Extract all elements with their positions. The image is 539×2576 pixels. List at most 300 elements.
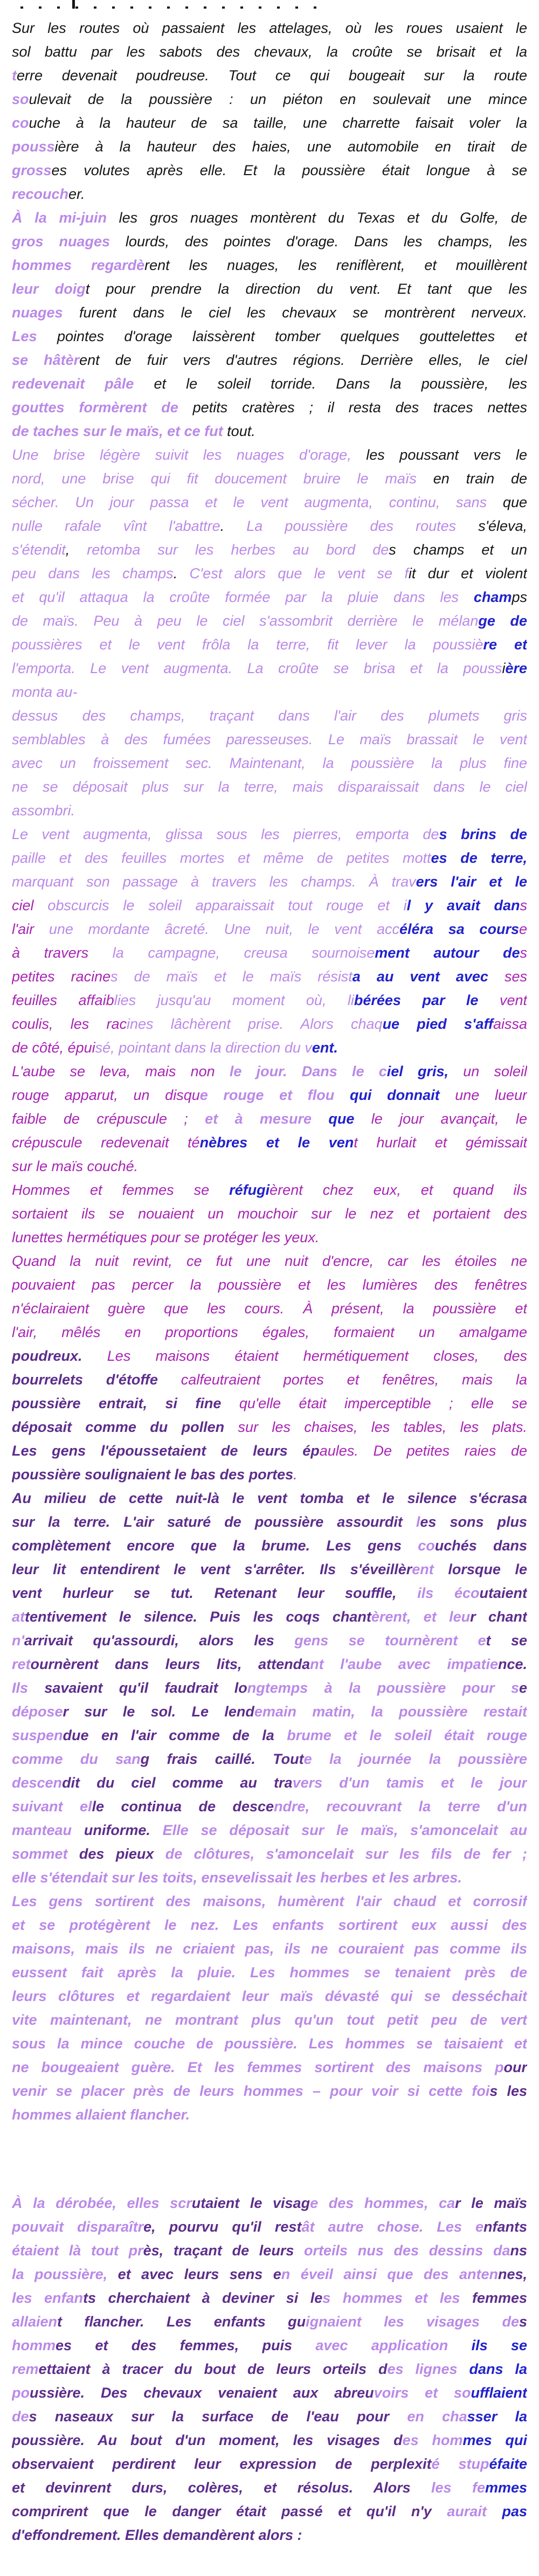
text-segment: . bbox=[173, 565, 190, 581]
text-segment: pouvaient pas percer la poussière et les lumières des fenêtres bbox=[12, 1277, 527, 1293]
text-segment: vent bbox=[478, 992, 527, 1008]
text-segment: lourds, des pointes d'orage. Dans les champs, les bbox=[109, 233, 527, 250]
text-segment: nuages bbox=[12, 304, 63, 321]
text-line bbox=[12, 324, 527, 348]
text-segment: èrent, et leu bbox=[371, 1609, 471, 1625]
text-segment: venir se placer près de leurs hommes – pour voir si cette foi bbox=[12, 2083, 490, 2099]
text-segment: arrivait qu'assourdi, alors les bbox=[24, 1632, 295, 1649]
text-line bbox=[12, 1581, 527, 1605]
text-line bbox=[12, 2239, 527, 2262]
text-segment: Les gens l'époussetaient de leurs ép bbox=[12, 1443, 320, 1459]
text-segment: ulevait de la poussière : un piéton en soulevait une mince bbox=[29, 91, 527, 107]
text-segment: avec application bbox=[315, 2337, 472, 2353]
text-segment: e, pourvu qu'il rest bbox=[143, 2219, 302, 2235]
text-line bbox=[12, 490, 527, 514]
text-segment: Une brise légère suivit les nuages d'orage, bbox=[12, 447, 351, 463]
text-segment: r le maïs bbox=[455, 2195, 527, 2211]
text-segment: lorsque le bbox=[433, 1561, 527, 1577]
text-segment: er. bbox=[68, 186, 85, 202]
text-segment: peu dans les champs bbox=[12, 565, 174, 581]
text-segment: sé, pointant dans la direction du v bbox=[95, 1040, 312, 1056]
text-line bbox=[12, 1178, 527, 1202]
text-segment: es hom bbox=[402, 2432, 463, 2448]
text-segment: avec un froissement sec. Maintenant, la poussière la plus fine bbox=[12, 755, 527, 771]
text-segment: s hommes et les bbox=[322, 2290, 472, 2306]
text-segment: ines lâchèrent prise. Alors chaq bbox=[127, 1016, 383, 1032]
text-segment: hommes regardè bbox=[12, 257, 145, 273]
text-segment: l'air, mêlés en proportions égales, formaient un amalgame bbox=[12, 1324, 527, 1340]
text-segment: erre devenait poudreuse. Tout ce qui bougeait sur la route bbox=[17, 67, 527, 84]
text-segment: manteau bbox=[12, 1822, 84, 1838]
text-segment: mmes bbox=[485, 2480, 527, 2496]
text-segment: descen bbox=[12, 1775, 63, 1791]
text-segment: iel gris, bbox=[386, 1063, 449, 1079]
text-segment: vite maintenant, ne montrant plus qu'un tout petit peu de vert bbox=[12, 2012, 527, 2028]
text-segment: . bbox=[220, 518, 247, 534]
text-segment: ils éco bbox=[417, 1585, 480, 1601]
text-line bbox=[12, 2333, 527, 2357]
text-line bbox=[12, 1225, 527, 1249]
text-segment: es sons plus bbox=[420, 1514, 527, 1530]
text-segment: èrent chez eux, et quand ils bbox=[270, 1182, 527, 1198]
text-line bbox=[12, 562, 527, 585]
text-segment: bérées par le bbox=[354, 992, 479, 1008]
text-line bbox=[12, 206, 527, 230]
text-segment: et devinrent durs, colères, et résolus. Alors bbox=[12, 2480, 432, 2496]
text-line bbox=[12, 1463, 527, 1486]
text-segment: allaien bbox=[12, 2314, 58, 2330]
text-segment: furent dans le ciel les chevaux se montrèrent nerveux. bbox=[63, 304, 527, 321]
text-segment: so bbox=[12, 91, 29, 107]
text-segment: s'étendit bbox=[12, 542, 66, 558]
text-line bbox=[12, 158, 527, 182]
text-line bbox=[12, 1818, 527, 1842]
text-line bbox=[12, 1510, 527, 1534]
text-line bbox=[12, 2032, 527, 2055]
text-segment: leurs clôtures et regardaient leur maïs dévasté qui se desséchait bbox=[12, 1988, 527, 2004]
text-line bbox=[12, 633, 527, 656]
text-segment: paille et des feuilles mortes et même de petites mott bbox=[12, 850, 431, 866]
text-segment: en cha bbox=[407, 2408, 467, 2425]
text-segment: es et des femmes, puis bbox=[56, 2337, 316, 2353]
text-line bbox=[12, 1652, 527, 1676]
text-line bbox=[12, 1036, 527, 1060]
text-segment: eussent fait après la pluie. Les hommes se tenaient près de bbox=[12, 1964, 527, 1981]
text-segment: et avec leurs sens e bbox=[118, 2266, 281, 2282]
text-segment: t se bbox=[486, 1632, 527, 1649]
text-segment: n' bbox=[12, 1632, 24, 1649]
text-line bbox=[12, 2310, 527, 2333]
text-segment: s naseaux sur la surface de l'eau pour bbox=[29, 2408, 407, 2425]
text-line bbox=[12, 585, 527, 609]
text-segment: sur les chaises, les tables, les plats. bbox=[224, 1419, 527, 1435]
text-segment: une mordante âcreté. Une nuit, le vent acc bbox=[34, 921, 399, 937]
text-segment: lies jusqu'au moment où, li bbox=[114, 992, 354, 1008]
text-segment: re et bbox=[483, 636, 527, 653]
text-line bbox=[12, 1866, 527, 1889]
text-segment: es de terre, bbox=[431, 850, 527, 866]
text-segment: orteils nus des dessins da bbox=[304, 2242, 510, 2259]
text-segment: t bbox=[12, 67, 17, 84]
text-segment: ps bbox=[512, 589, 527, 605]
text-segment: sécher. Un jour passa et le vent augmenta, continu, sans bbox=[12, 494, 487, 510]
text-segment: i bbox=[502, 660, 506, 676]
text-segment: nce. bbox=[497, 1656, 527, 1672]
text-segment: et qu'il attaqua la croûte formée par la pluie dans les bbox=[12, 589, 474, 605]
text-segment: des pieux bbox=[79, 1846, 154, 1862]
text-segment: un soleil bbox=[448, 1063, 527, 1079]
text-segment: poudreux. bbox=[12, 1348, 82, 1364]
text-segment: l'air bbox=[12, 921, 34, 937]
text-segment: rouge apparut, un disqu bbox=[12, 1087, 200, 1103]
text-segment: gross bbox=[12, 162, 52, 178]
text-segment: le continua de desce bbox=[92, 1798, 274, 1815]
text-segment: elle s'étendait sur les toits, ensevelissait les herbes et les arbres. bbox=[12, 1869, 462, 1886]
text-segment: cham bbox=[473, 589, 512, 605]
text-segment: mes qui bbox=[462, 2432, 527, 2448]
text-segment: femmes bbox=[472, 2290, 527, 2306]
text-segment: homm bbox=[12, 2337, 56, 2353]
text-segment: À la mi-juin bbox=[12, 210, 107, 226]
text-segment: observaient perdirent leur expression de perplexit bbox=[12, 2456, 432, 2472]
text-segment: co bbox=[12, 115, 29, 131]
text-segment: uniforme. bbox=[84, 1822, 150, 1838]
text-segment: maisons, mais ils ne criaient pas, ils ne couraient pas comme ils bbox=[12, 1941, 527, 1957]
text-line bbox=[12, 2357, 527, 2381]
text-segment: a au vent avec bbox=[352, 968, 488, 985]
text-line bbox=[12, 443, 527, 467]
text-line bbox=[12, 514, 527, 538]
text-line bbox=[12, 230, 527, 253]
text-segment: s'éleva, bbox=[456, 518, 527, 534]
text-line bbox=[12, 1629, 527, 1652]
text-line bbox=[12, 1771, 527, 1795]
text-line bbox=[12, 988, 527, 1012]
text-segment: ès, traçant de leurs bbox=[143, 2242, 305, 2259]
text-segment: comprirent que le danger était passé et qu'il n'y bbox=[12, 2503, 447, 2519]
text-segment: ment autour de bbox=[375, 945, 520, 961]
text-segment: ses bbox=[488, 968, 527, 985]
text-line bbox=[12, 40, 527, 64]
text-line bbox=[12, 538, 527, 562]
text-segment: petits cratères ; il resta des traces nettes bbox=[178, 399, 527, 416]
text-segment: e bbox=[519, 921, 527, 937]
text-segment: Quand la nuit revint, ce fut une nuit d'encre, car les étoiles ne bbox=[12, 1253, 527, 1269]
text-segment: gros nuages bbox=[12, 233, 110, 250]
text-line bbox=[12, 1913, 527, 1937]
text-segment: les fe bbox=[431, 2480, 485, 2496]
text-segment: feuilles affaib bbox=[12, 992, 114, 1008]
text-line bbox=[12, 16, 527, 40]
text-segment: Elle se déposait sur le maïs, s'amoncelait au bbox=[150, 1822, 527, 1838]
text-segment: complètement encore que la brume. Les gens bbox=[12, 1538, 418, 1554]
text-segment: nord, une brise qui fit doucement bruire le maïs bbox=[12, 470, 417, 487]
text-segment: sous la mince couche de poussière. Les hommes se taisaient et bbox=[12, 2035, 527, 2052]
text-segment: réfugi bbox=[229, 1182, 270, 1198]
text-line bbox=[12, 253, 527, 277]
text-segment: tout. bbox=[223, 423, 255, 439]
text-segment: n éveil ainsi que des anten bbox=[281, 2266, 498, 2282]
text-segment: sortaient ils se nouaient un mouchoir sur le nez et portaient des bbox=[12, 1206, 527, 1222]
text-segment: é stup bbox=[431, 2456, 489, 2472]
text-segment: crépuscule redevenait té bbox=[12, 1134, 200, 1151]
text-line bbox=[12, 2191, 527, 2215]
text-segment: l'emporta. Le vent augmenta. La croûte se brisa et la pouss bbox=[12, 660, 502, 676]
text-line bbox=[12, 1273, 527, 1297]
text-segment: ret bbox=[12, 1656, 31, 1672]
text-line bbox=[12, 680, 527, 704]
text-segment: , bbox=[65, 542, 87, 558]
text-line bbox=[12, 1889, 527, 1913]
text-line bbox=[12, 1320, 527, 1344]
text-segment: et le soleil torride. Dans la poussière, les bbox=[134, 376, 527, 392]
text-segment: our bbox=[503, 2059, 527, 2075]
text-segment: marquant son passage à travers les champs. À trav bbox=[12, 874, 416, 890]
text-segment: dessus des champs, traçant dans l'air des plumets gris bbox=[12, 708, 527, 724]
text-line bbox=[12, 965, 527, 988]
text-segment: aissa bbox=[493, 1016, 527, 1032]
text-segment: dit du ciel comme au tra bbox=[62, 1775, 293, 1791]
text-line bbox=[12, 1795, 527, 1818]
text-segment: dans la bbox=[469, 2361, 527, 2377]
text-segment: brume et le soleil était rouge bbox=[287, 1727, 527, 1743]
text-line bbox=[12, 182, 527, 206]
text-line bbox=[12, 704, 527, 728]
text-segment: calfeutraient portes et fenêtres, mais la bbox=[157, 1372, 527, 1388]
text-segment: en train de bbox=[416, 470, 527, 487]
text-line bbox=[12, 609, 527, 633]
text-segment: ournèrent dans leurs lits, attenda bbox=[30, 1656, 310, 1672]
text-segment: e des hommes, ca bbox=[310, 2195, 455, 2211]
text-segment: due en l'air comme de la bbox=[63, 1727, 287, 1743]
text-segment: L'aube se leva, mais non bbox=[12, 1063, 230, 1079]
text-segment: qu'elle était imperceptible ; elle se bbox=[221, 1395, 527, 1411]
text-segment: et se protégèrent le nez. Les enfants sortirent eux aussi des bbox=[12, 1917, 527, 1933]
paragraph-gap bbox=[12, 2127, 527, 2191]
text-segment: les enfan bbox=[12, 2290, 84, 2306]
text-segment: bourrelets d'étoffe bbox=[12, 1372, 158, 1388]
text-segment: ât autre chose. Les e bbox=[301, 2219, 483, 2235]
text-segment: nes, bbox=[497, 2266, 527, 2282]
text-segment: utaient bbox=[479, 1585, 527, 1601]
text-segment: s bbox=[520, 945, 527, 961]
text-segment: es lignes bbox=[387, 2361, 469, 2377]
text-segment: s les bbox=[489, 2083, 527, 2099]
text-segment: e la journée la poussière bbox=[303, 1751, 527, 1767]
text-segment: à travers bbox=[12, 945, 89, 961]
text-segment: Sur les routes où passaient les attelages, où les roues usaient le bbox=[12, 20, 527, 36]
text-segment: de maïs. Peu à peu le ciel s'assombrit derrière le mélan bbox=[12, 613, 479, 629]
text-line bbox=[12, 1060, 527, 1083]
text-segment: poussière soulignaient le bas des portes bbox=[12, 1466, 294, 1483]
text-line bbox=[12, 372, 527, 396]
text-segment: vent hurleur se tut. Retenant leur souffle, bbox=[12, 1585, 418, 1601]
text-segment: sommet bbox=[12, 1846, 79, 1862]
text-line bbox=[12, 1202, 527, 1225]
text-line bbox=[12, 64, 527, 87]
text-line bbox=[12, 348, 527, 372]
text-line bbox=[12, 751, 527, 775]
text-segment: Ils bbox=[12, 1680, 45, 1696]
text-line bbox=[12, 1961, 527, 1984]
text-segment: ns bbox=[510, 2242, 527, 2259]
text-segment: ils se bbox=[471, 2337, 527, 2353]
text-segment: de taches sur le maïs, et ce fut bbox=[12, 423, 223, 439]
text-segment: ers l'air et le bbox=[416, 874, 527, 890]
text-segment: la campagne, creusa sournoise bbox=[88, 945, 375, 961]
text-segment: semblables à des fumées paresseuses. Le maïs brassait le vent bbox=[12, 731, 527, 747]
text-segment: ent bbox=[412, 1561, 434, 1577]
text-segment: ent de fuir vers d'autres régions. Derrière elles, le ciel bbox=[79, 352, 527, 368]
text-segment: t flancher. Les enfants gu bbox=[57, 2314, 306, 2330]
text-segment: le jour. Dans le c bbox=[229, 1063, 387, 1079]
text-segment: le jour avançait, le bbox=[354, 1111, 527, 1127]
text-line bbox=[12, 2476, 527, 2499]
text-segment: nèbres et le ven bbox=[199, 1134, 354, 1151]
text-line bbox=[12, 2103, 527, 2127]
text-segment: À la dérobée, elles scr bbox=[12, 2195, 192, 2211]
cropped-line-fragment bbox=[20, 2, 322, 9]
text-line bbox=[12, 419, 527, 443]
text-segment: suspen bbox=[12, 1727, 63, 1743]
text-segment: faible de crépuscule ; bbox=[12, 1111, 205, 1127]
text-segment: r sur le sol. Le lend bbox=[63, 1704, 254, 1720]
text-line bbox=[12, 1083, 527, 1107]
text-line bbox=[12, 728, 527, 751]
text-segment: n'éclairaient guère que les cours. À présent, la poussière et bbox=[12, 1300, 527, 1317]
text-segment: de côté, épui bbox=[12, 1040, 95, 1056]
text-segment: ussière. Des chevaux venaient aux abreu bbox=[30, 2385, 374, 2401]
text-line bbox=[12, 1131, 527, 1154]
text-segment: Les maisons étaient hermétiquement closes, des bbox=[82, 1348, 527, 1364]
text-line bbox=[12, 2523, 527, 2547]
text-line bbox=[12, 2055, 527, 2079]
text-segment: ts cherchaient à deviner si le bbox=[83, 2290, 323, 2306]
text-segment: nfants bbox=[483, 2219, 527, 2235]
text-segment: obscurcis le soleil apparaissait tout rouge et i bbox=[33, 897, 407, 913]
text-line bbox=[12, 2405, 527, 2428]
text-segment: sur le maïs couché. bbox=[12, 1158, 139, 1174]
text-segment: poussière. Au bout d'un moment, les visages d bbox=[12, 2432, 403, 2448]
text-line bbox=[12, 1012, 527, 1036]
text-line bbox=[12, 1676, 527, 1700]
text-line bbox=[12, 1439, 527, 1463]
text-segment: at bbox=[12, 1609, 25, 1625]
text-segment: la poussière, bbox=[12, 2266, 118, 2282]
text-segment: voirs et so bbox=[374, 2385, 471, 2401]
text-segment: nulle rafale vînt l'abattre bbox=[12, 518, 220, 534]
text-segment: pouss bbox=[12, 139, 55, 155]
text-line bbox=[12, 2286, 527, 2310]
text-segment: assombri. bbox=[12, 802, 75, 819]
text-segment: Les bbox=[12, 328, 37, 344]
text-segment: l bbox=[416, 1514, 420, 1530]
text-segment: ue pied s'aff bbox=[382, 1016, 493, 1032]
text-segment: dépose bbox=[12, 1704, 63, 1720]
text-segment: coulis, les rac bbox=[12, 1016, 127, 1032]
text-segment: retomba sur les herbes au bord de bbox=[87, 542, 389, 558]
text-segment: et à mesure bbox=[205, 1111, 329, 1127]
text-segment: tentivement le silence. Puis les coqs chant bbox=[25, 1609, 371, 1625]
text-line bbox=[12, 1937, 527, 1961]
text-segment: de bbox=[12, 2408, 29, 2425]
text-segment: ngtemps à la poussière pour s bbox=[247, 1680, 519, 1696]
text-segment: aurait bbox=[447, 2503, 502, 2519]
text-segment: ière à la hauteur des haies, une automobile en tirait de bbox=[54, 139, 527, 155]
text-segment: s bbox=[520, 897, 527, 913]
text-segment: s brins de bbox=[439, 826, 527, 842]
text-segment: comme du san bbox=[12, 1751, 141, 1767]
text-segment: poussière entrait, si fine bbox=[12, 1395, 222, 1411]
text-line bbox=[12, 87, 527, 111]
text-line bbox=[12, 1107, 527, 1131]
text-segment: Les gens sortirent des maisons, humèrent l'air chaud et corrosif bbox=[12, 1893, 527, 1909]
text-line bbox=[12, 2008, 527, 2032]
text-line bbox=[12, 941, 527, 965]
text-line bbox=[12, 775, 527, 799]
text-segment: ndre, recouvrant la terre d'un bbox=[274, 1798, 527, 1815]
text-segment: qui donnait bbox=[349, 1087, 440, 1103]
text-segment: Le vent augmenta, glissa sous les pierres, emporta de bbox=[12, 826, 439, 842]
text-segment: e bbox=[519, 1680, 527, 1696]
text-line bbox=[12, 1700, 527, 1723]
text-segment: une lueur bbox=[439, 1087, 527, 1103]
text-segment: . bbox=[293, 1466, 298, 1483]
text-line bbox=[12, 1486, 527, 1510]
text-line bbox=[12, 1842, 527, 1866]
text-line bbox=[12, 656, 527, 680]
text-segment: sser la bbox=[467, 2408, 527, 2425]
text-segment: ne bougeaient guère. Et les femmes sortirent des maisons p bbox=[12, 2059, 504, 2075]
text-segment: it dur et violent bbox=[408, 565, 527, 581]
text-segment: e rouge et flou bbox=[199, 1087, 350, 1103]
text-line bbox=[12, 2428, 527, 2452]
text-segment: es volutes après elle. Et la poussière était longue à se bbox=[51, 162, 527, 178]
text-segment: r chant bbox=[470, 1609, 527, 1625]
text-segment: Au milieu de cette nuit-là le vent tomba et le silence s'écrasa bbox=[12, 1490, 527, 1506]
text-line bbox=[12, 822, 527, 846]
text-line bbox=[12, 301, 527, 324]
text-line bbox=[12, 2452, 527, 2476]
text-line bbox=[12, 1344, 527, 1368]
text-segment: éfaite bbox=[489, 2456, 527, 2472]
text-segment: po bbox=[12, 2385, 30, 2401]
text-line bbox=[12, 1723, 527, 1747]
text-segment: ciel bbox=[12, 897, 34, 913]
text-line bbox=[12, 1415, 527, 1439]
text-segment: leur doig bbox=[12, 281, 86, 297]
text-line bbox=[12, 467, 527, 490]
text-line bbox=[12, 1154, 527, 1178]
text-line bbox=[12, 1534, 527, 1557]
text-segment: C'est alors que le vent se f bbox=[189, 565, 409, 581]
text-segment: ent. bbox=[312, 1040, 338, 1056]
text-line bbox=[12, 1368, 527, 1391]
text-segment: que bbox=[328, 1111, 355, 1127]
text-segment: rent les nuages, les reniflèrent, et mouillèrent bbox=[144, 257, 527, 273]
text-segment: que bbox=[487, 494, 527, 510]
text-segment: ne se déposait plus sur la terre, mais disparaissait dans le ciel bbox=[12, 779, 527, 795]
text-line bbox=[12, 277, 527, 301]
text-segment: poussières et le vent frôla la terre, fit lever la poussiè bbox=[12, 636, 483, 653]
text-segment: petites racine bbox=[12, 968, 111, 985]
text-line bbox=[12, 396, 527, 419]
text-segment: Hommes et femmes se bbox=[12, 1182, 230, 1198]
text-segment: redevenait pâle bbox=[12, 376, 134, 392]
text-segment: hommes allaient flancher. bbox=[12, 2107, 190, 2123]
text-segment: utaient le visag bbox=[191, 2195, 310, 2211]
text-segment: se hâtèr bbox=[12, 352, 80, 368]
